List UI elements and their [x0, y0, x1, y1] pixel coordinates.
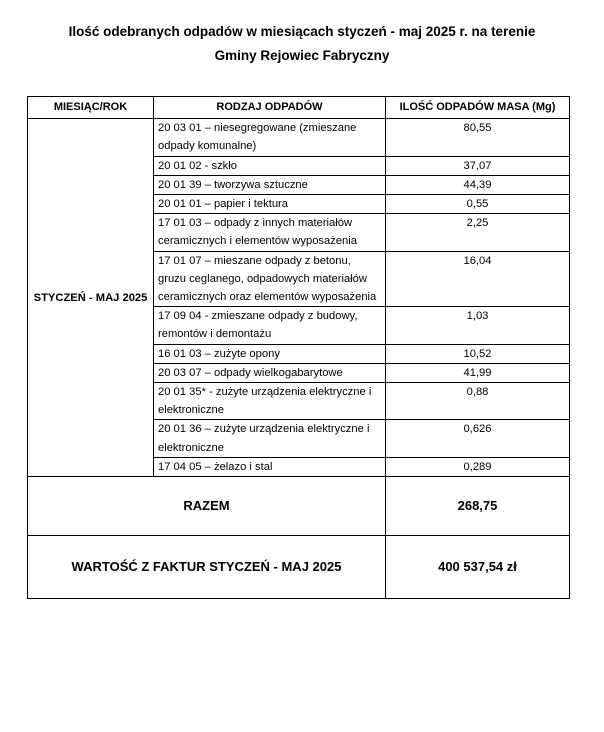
waste-type-cell: 20 03 01 – niesegregowane (zmieszane odpady komunalne): [154, 119, 386, 156]
quantity-cell: 16,04: [386, 251, 570, 307]
quantity-cell: 2,25: [386, 214, 570, 251]
waste-type-cell: 20 03 07 – odpady wielkogabarytowe: [154, 363, 386, 382]
waste-type-cell: 17 01 03 – odpady z innych materiałów ceramicznych i elementów wyposażenia: [154, 214, 386, 251]
invoice-row: [28, 536, 570, 599]
header-period: MIESIĄC/ROK: [28, 97, 154, 119]
total-row: [28, 477, 570, 536]
waste-type-cell: 20 01 01 – papier i tektura: [154, 195, 386, 214]
waste-type-cell: 20 01 36 – zużyte urządzenia elektryczne i elektroniczne: [154, 420, 386, 457]
quantity-cell: 0,55: [386, 195, 570, 214]
quantity-cell: 0,88: [386, 383, 570, 420]
quantity-cell: 1,03: [386, 307, 570, 344]
total-value: 268,75: [386, 477, 570, 536]
period-cell: STYCZEŃ - MAJ 2025: [28, 119, 154, 477]
table-body: [28, 119, 570, 599]
document-title: [0, 20, 604, 68]
quantity-cell: 41,99: [386, 363, 570, 382]
invoice-value: 400 537,54 zł: [386, 536, 570, 599]
invoice-label: WARTOŚĆ Z FAKTUR STYCZEŃ - MAJ 2025: [28, 536, 386, 599]
quantity-cell: 44,39: [386, 175, 570, 194]
waste-type-cell: 17 01 07 – mieszane odpady z betonu, gruzu ceglanego, odpadowych materiałów ceramicznych oraz elementów wyposażenia: [154, 251, 386, 307]
title-line-2: Gminy Rejowiec Fabryczny: [214, 48, 390, 63]
waste-type-cell: 17 04 05 – żelazo i stal: [154, 457, 386, 476]
header-quantity: ILOŚĆ ODPADÓW MASA (Mg): [386, 97, 570, 119]
waste-type-cell: 16 01 03 – zużyte opony: [154, 344, 386, 363]
total-label: RAZEM: [28, 477, 386, 536]
waste-type-cell: 17 09 04 - zmieszane odpady z budowy, remontów i demontażu: [154, 307, 386, 344]
table-row: [28, 119, 570, 156]
waste-type-cell: 20 01 35* - zużyte urządzenia elektryczne i elektroniczne: [154, 383, 386, 420]
quantity-cell: 0,626: [386, 420, 570, 457]
title-line-1: Ilość odebranych odpadów w miesiącach styczeń - maj 2025 r. na terenie: [68, 24, 536, 39]
quantity-cell: 10,52: [386, 344, 570, 363]
quantity-cell: 0,289: [386, 457, 570, 476]
quantity-cell: 80,55: [386, 119, 570, 156]
waste-type-cell: 20 01 02 - szkło: [154, 156, 386, 175]
header-waste-type: RODZAJ ODPADÓW: [154, 97, 386, 119]
waste-type-cell: 20 01 39 – tworzywa sztuczne: [154, 175, 386, 194]
waste-table: [27, 96, 570, 599]
quantity-cell: 37,07: [386, 156, 570, 175]
table-header-row: [28, 97, 570, 119]
